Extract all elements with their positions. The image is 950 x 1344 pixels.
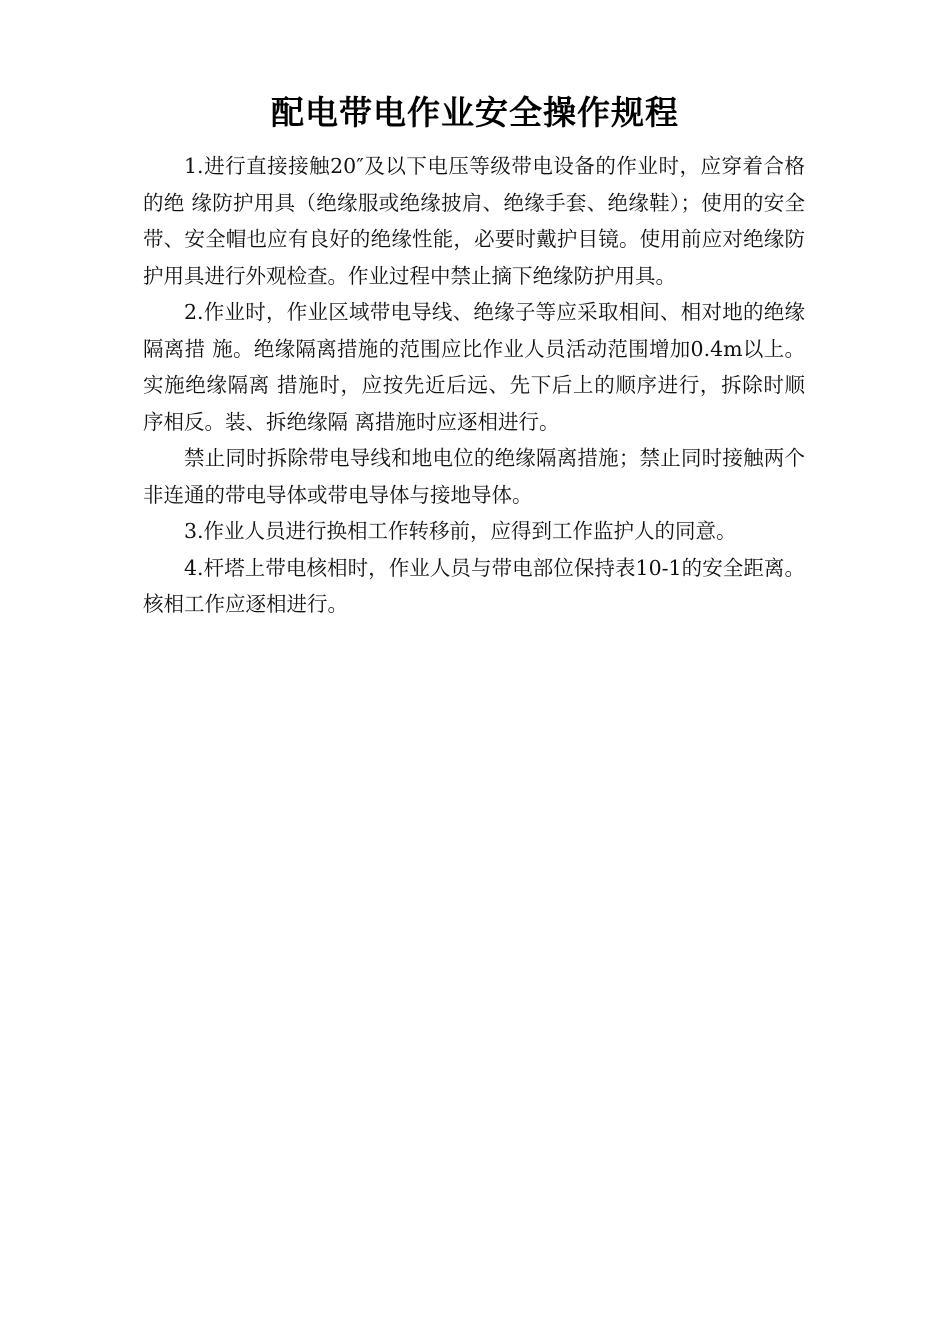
paragraph-protective-equipment: 1.进行直接接触20″及以下电压等级带电设备的作业时，应穿着合格的绝 缘防护用具（绝缘服或绝缘披肩、绝缘手套、绝缘鞋）；使用的安全带、安全帽也应有良好的绝缘性能，必要时戴护目镜。使用前应对绝缘防护用具进行外观检查。作业过程中禁止摘下绝缘防护用具。 [143,154,805,288]
document-title: 配电带电作业安全操作规程 [271,93,679,132]
paragraph-phase-checking: 4.杆塔上带电核相时，作业人员与带电部位保持表10-1的安全距离。核相工作应逐相进行。 [143,555,805,616]
paragraph-insulation-isolation: 2.作业时，作业区域带电导线、绝缘子等应采取相间、相对地的绝缘隔离措 施。绝缘隔离措施的范围应比作业人员活动范围增加0.4m以上。实施绝缘隔离 措施时，应按先近后远、先下后上的顺序进行，拆除时顺序相反。装、拆绝缘隔 离措施时应逐相进行。 [143,300,805,434]
document-body [143,148,805,623]
paragraph-prohibitions: 禁止同时拆除带电导线和地电位的绝缘隔离措施；禁止同时接触两个非连通的带电导体或带电导体与接地导体。 [143,446,805,507]
paragraph-phase-transfer: 3.作业人员进行换相工作转移前，应得到工作监护人的同意。 [184,519,737,543]
